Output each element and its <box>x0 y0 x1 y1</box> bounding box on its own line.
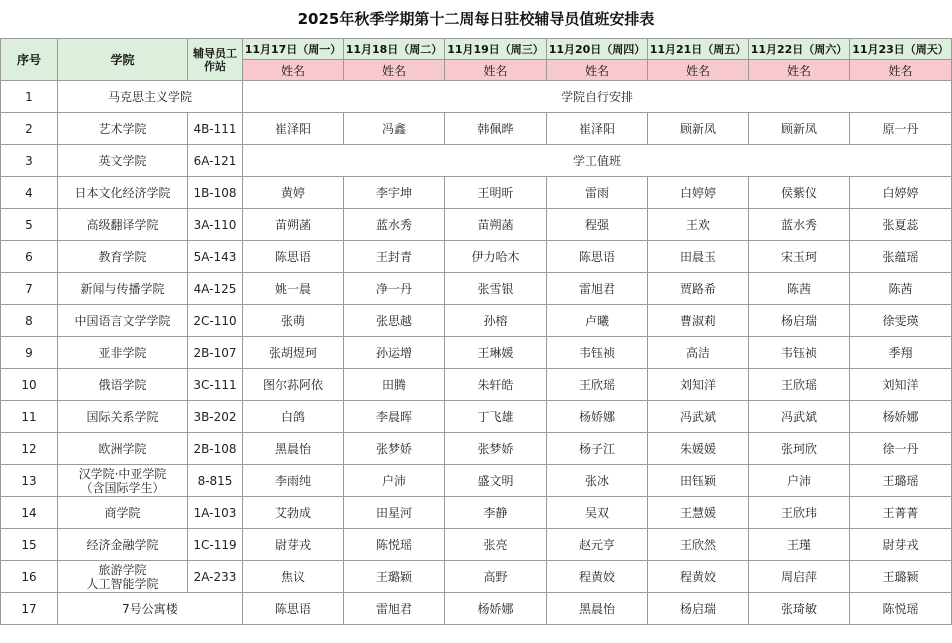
duty-name-cell: 陈悦瑶 <box>850 593 952 625</box>
row-seq: 16 <box>1 561 58 593</box>
duty-name-cell: 周启萍 <box>749 561 850 593</box>
duty-name-cell: 顾新凤 <box>648 113 749 145</box>
duty-name-cell: 杨启瑞 <box>648 593 749 625</box>
duty-name-cell: 田晨玉 <box>648 241 749 273</box>
row-merged-note: 学工值班 <box>243 145 952 177</box>
table-row <box>1 337 952 369</box>
table-row <box>1 273 952 305</box>
duty-name-cell: 白婷婷 <box>648 177 749 209</box>
duty-name-cell: 姚一晨 <box>243 273 344 305</box>
duty-name-cell: 蓝水秀 <box>749 209 850 241</box>
table-row <box>1 177 952 209</box>
table-row <box>1 113 952 145</box>
duty-name-cell: 白婷婷 <box>850 177 952 209</box>
duty-name-cell: 蓝水秀 <box>344 209 445 241</box>
header-date: 11月17日（周一） <box>243 39 344 60</box>
duty-name-cell: 宋玉珂 <box>749 241 850 273</box>
row-office: 6A-121 <box>188 145 243 177</box>
duty-name-cell: 王瑾 <box>749 529 850 561</box>
row-seq: 10 <box>1 369 58 401</box>
table-row <box>1 433 952 465</box>
row-office: 3C-111 <box>188 369 243 401</box>
header-name-label: 姓名 <box>243 60 344 81</box>
row-college: 高级翻译学院 <box>58 209 188 241</box>
row-seq: 14 <box>1 497 58 529</box>
row-office: 3A-110 <box>188 209 243 241</box>
header-seq: 序号 <box>1 39 58 81</box>
duty-name-cell: 雷旭君 <box>344 593 445 625</box>
row-college: 经济金融学院 <box>58 529 188 561</box>
row-seq: 5 <box>1 209 58 241</box>
duty-name-cell: 韦钰祯 <box>547 337 648 369</box>
row-college: 教育学院 <box>58 241 188 273</box>
row-office: 8-815 <box>188 465 243 497</box>
duty-name-cell: 张琦敏 <box>749 593 850 625</box>
header-college: 学院 <box>58 39 188 81</box>
row-college: 英文学院 <box>58 145 188 177</box>
row-college: 7号公寓楼 <box>58 593 243 625</box>
header-date: 11月21日（周五） <box>648 39 749 60</box>
header-date: 11月20日（周四） <box>547 39 648 60</box>
header-date: 11月18日（周二） <box>344 39 445 60</box>
duty-name-cell: 王欣瑶 <box>547 369 648 401</box>
duty-name-cell: 冯武斌 <box>648 401 749 433</box>
duty-name-cell: 张胡煜珂 <box>243 337 344 369</box>
duty-name-cell: 韩佩晔 <box>445 113 547 145</box>
table-row <box>1 145 952 177</box>
table-row <box>1 529 952 561</box>
duty-name-cell: 尉芽戎 <box>850 529 952 561</box>
row-seq: 4 <box>1 177 58 209</box>
row-office: 4A-125 <box>188 273 243 305</box>
duty-name-cell: 张思越 <box>344 305 445 337</box>
duty-name-cell: 田星河 <box>344 497 445 529</box>
duty-name-cell: 韦钰祯 <box>749 337 850 369</box>
duty-name-cell: 冯武斌 <box>749 401 850 433</box>
header-name-label: 姓名 <box>648 60 749 81</box>
row-seq: 13 <box>1 465 58 497</box>
duty-name-cell: 原一丹 <box>850 113 952 145</box>
duty-name-cell: 顾新凤 <box>749 113 850 145</box>
duty-name-cell: 田腾 <box>344 369 445 401</box>
duty-name-cell: 刘知洋 <box>648 369 749 401</box>
duty-name-cell: 曹淑莉 <box>648 305 749 337</box>
duty-name-cell: 张冰 <box>547 465 648 497</box>
duty-name-cell: 陈悦瑶 <box>344 529 445 561</box>
row-seq: 3 <box>1 145 58 177</box>
row-college: 旅游学院 人工智能学院 <box>58 561 188 593</box>
duty-name-cell: 杨娇娜 <box>850 401 952 433</box>
duty-name-cell: 朱轩皓 <box>445 369 547 401</box>
table-row <box>1 305 952 337</box>
duty-name-cell: 黑晨怡 <box>547 593 648 625</box>
duty-name-cell: 朱媛媛 <box>648 433 749 465</box>
row-seq: 8 <box>1 305 58 337</box>
duty-name-cell: 崔泽阳 <box>243 113 344 145</box>
duty-name-cell: 王欣瑶 <box>749 369 850 401</box>
duty-name-cell: 盛文明 <box>445 465 547 497</box>
duty-name-cell: 张雪银 <box>445 273 547 305</box>
row-seq: 9 <box>1 337 58 369</box>
duty-name-cell: 杨子江 <box>547 433 648 465</box>
duty-name-cell: 王琳媛 <box>445 337 547 369</box>
row-office: 5A-143 <box>188 241 243 273</box>
duty-name-cell: 程强 <box>547 209 648 241</box>
row-college: 日本文化经济学院 <box>58 177 188 209</box>
table-row <box>1 593 952 625</box>
duty-name-cell: 冯鑫 <box>344 113 445 145</box>
duty-name-cell: 王明昕 <box>445 177 547 209</box>
duty-name-cell: 李宇坤 <box>344 177 445 209</box>
duty-name-cell: 赵元亨 <box>547 529 648 561</box>
duty-name-cell: 张梦娇 <box>344 433 445 465</box>
duty-name-cell: 王欣然 <box>648 529 749 561</box>
row-merged-note: 学院自行安排 <box>243 81 952 113</box>
duty-name-cell: 王菁菁 <box>850 497 952 529</box>
duty-name-cell: 净一丹 <box>344 273 445 305</box>
duty-name-cell: 侯紫仪 <box>749 177 850 209</box>
row-college: 马克思主义学院 <box>58 81 243 113</box>
duty-name-cell: 苗朔菡 <box>243 209 344 241</box>
duty-name-cell: 白鸽 <box>243 401 344 433</box>
duty-name-cell: 雷旭君 <box>547 273 648 305</box>
duty-name-cell: 张亮 <box>445 529 547 561</box>
duty-name-cell: 张珂欣 <box>749 433 850 465</box>
duty-name-cell: 王璐颖 <box>344 561 445 593</box>
duty-name-cell: 田钰颖 <box>648 465 749 497</box>
duty-name-cell: 雷雨 <box>547 177 648 209</box>
duty-name-cell: 艾勃成 <box>243 497 344 529</box>
duty-name-cell: 卢曦 <box>547 305 648 337</box>
row-college: 欧洲学院 <box>58 433 188 465</box>
row-seq: 17 <box>1 593 58 625</box>
duty-name-cell: 陈思语 <box>243 593 344 625</box>
row-college: 国际关系学院 <box>58 401 188 433</box>
duty-name-cell: 杨启瑞 <box>749 305 850 337</box>
row-office: 4B-111 <box>188 113 243 145</box>
duty-name-cell: 张萌 <box>243 305 344 337</box>
row-college: 俄语学院 <box>58 369 188 401</box>
duty-name-cell: 李晨晖 <box>344 401 445 433</box>
row-college: 新闻与传播学院 <box>58 273 188 305</box>
roster-table <box>0 38 952 625</box>
duty-name-cell: 张蕴瑶 <box>850 241 952 273</box>
duty-name-cell: 陈思语 <box>547 241 648 273</box>
header-date: 11月22日（周六） <box>749 39 850 60</box>
row-seq: 15 <box>1 529 58 561</box>
duty-name-cell: 图尔荪阿依 <box>243 369 344 401</box>
header-name-label: 姓名 <box>749 60 850 81</box>
duty-name-cell: 崔泽阳 <box>547 113 648 145</box>
duty-name-cell: 黑晨怡 <box>243 433 344 465</box>
row-college: 汉学院·中亚学院 （含国际学生） <box>58 465 188 497</box>
table-row <box>1 241 952 273</box>
row-seq: 1 <box>1 81 58 113</box>
duty-name-cell: 陈茜 <box>850 273 952 305</box>
row-seq: 7 <box>1 273 58 305</box>
duty-name-cell: 吴双 <box>547 497 648 529</box>
duty-name-cell: 王璐瑶 <box>850 465 952 497</box>
duty-name-cell: 徐雯瑛 <box>850 305 952 337</box>
header-name-label: 姓名 <box>445 60 547 81</box>
table-row <box>1 209 952 241</box>
row-office: 1C-119 <box>188 529 243 561</box>
sheet-title: 2025年秋季学期第十二周每日驻校辅导员值班安排表 <box>297 10 655 28</box>
row-office: 2B-107 <box>188 337 243 369</box>
duty-name-cell: 孙运增 <box>344 337 445 369</box>
duty-name-cell: 高洁 <box>648 337 749 369</box>
duty-name-cell: 王慧媛 <box>648 497 749 529</box>
duty-name-cell: 焦议 <box>243 561 344 593</box>
duty-name-cell: 杨娇娜 <box>445 593 547 625</box>
duty-name-cell: 贾路希 <box>648 273 749 305</box>
duty-name-cell: 张夏蕊 <box>850 209 952 241</box>
row-seq: 6 <box>1 241 58 273</box>
duty-name-cell: 户沛 <box>749 465 850 497</box>
row-office: 2C-110 <box>188 305 243 337</box>
row-office: 1A-103 <box>188 497 243 529</box>
header-office: 辅导员工作站 <box>188 39 243 81</box>
row-seq: 12 <box>1 433 58 465</box>
duty-name-cell: 陈茜 <box>749 273 850 305</box>
row-office: 3B-202 <box>188 401 243 433</box>
duty-name-cell: 陈思语 <box>243 241 344 273</box>
duty-name-cell: 程黄姣 <box>648 561 749 593</box>
header-date: 11月19日（周三） <box>445 39 547 60</box>
duty-name-cell: 伊力哈木 <box>445 241 547 273</box>
row-seq: 2 <box>1 113 58 145</box>
duty-name-cell: 尉芽戎 <box>243 529 344 561</box>
duty-name-cell: 户沛 <box>344 465 445 497</box>
row-office: 2B-108 <box>188 433 243 465</box>
duty-name-cell: 刘知洋 <box>850 369 952 401</box>
row-college: 商学院 <box>58 497 188 529</box>
header-name-label: 姓名 <box>850 60 952 81</box>
duty-name-cell: 杨娇娜 <box>547 401 648 433</box>
table-row <box>1 369 952 401</box>
duty-name-cell: 王璐颖 <box>850 561 952 593</box>
table-row <box>1 465 952 497</box>
duty-name-cell: 李静 <box>445 497 547 529</box>
duty-name-cell: 高野 <box>445 561 547 593</box>
header-name-label: 姓名 <box>547 60 648 81</box>
duty-name-cell: 张梦娇 <box>445 433 547 465</box>
duty-name-cell: 孙榕 <box>445 305 547 337</box>
row-office: 2A-233 <box>188 561 243 593</box>
header-date: 11月23日（周天） <box>850 39 952 60</box>
table-row <box>1 81 952 113</box>
duty-name-cell: 黄婷 <box>243 177 344 209</box>
row-office: 1B-108 <box>188 177 243 209</box>
duty-name-cell: 王封青 <box>344 241 445 273</box>
table-row <box>1 401 952 433</box>
roster-body <box>1 81 952 625</box>
duty-name-cell: 王欣玮 <box>749 497 850 529</box>
duty-name-cell: 季翔 <box>850 337 952 369</box>
duty-name-cell: 丁飞雄 <box>445 401 547 433</box>
duty-name-cell: 王欢 <box>648 209 749 241</box>
row-college: 亚非学院 <box>58 337 188 369</box>
table-row <box>1 561 952 593</box>
table-row <box>1 497 952 529</box>
row-college: 中国语言文学学院 <box>58 305 188 337</box>
duty-name-cell: 程黄姣 <box>547 561 648 593</box>
row-seq: 11 <box>1 401 58 433</box>
header-name-label: 姓名 <box>344 60 445 81</box>
duty-name-cell: 徐一丹 <box>850 433 952 465</box>
duty-name-cell: 李雨纯 <box>243 465 344 497</box>
row-college: 艺术学院 <box>58 113 188 145</box>
duty-name-cell: 苗朔菡 <box>445 209 547 241</box>
